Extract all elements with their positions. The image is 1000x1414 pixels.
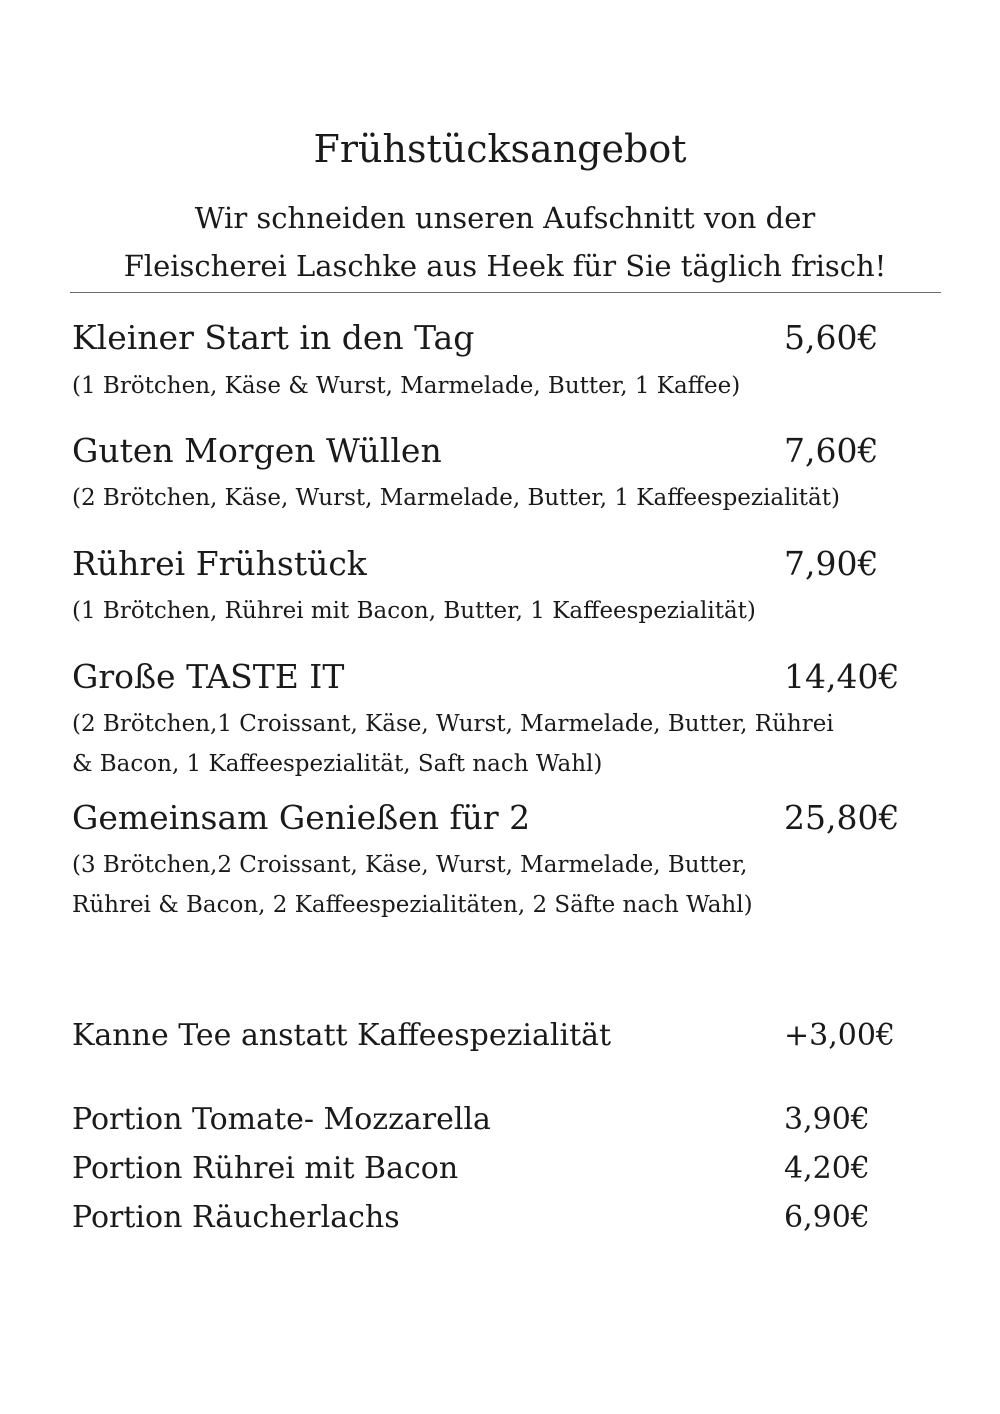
description-line: (1 Brötchen, Rührei mit Bacon, Butter, 1 Kaffeespezialität) <box>72 598 756 624</box>
menu-item-description <box>72 366 952 406</box>
description-line: (2 Brötchen, Käse, Wurst, Marmelade, Butter, 1 Kaffeespezialität) <box>72 485 840 511</box>
menu-item-description <box>72 704 952 784</box>
extra-item-price: 3,90€ <box>784 1102 870 1137</box>
menu-item-description <box>72 478 952 518</box>
extra-item-name: Portion Rührei mit Bacon <box>72 1151 459 1186</box>
description-line: & Bacon, 1 Kaffeespezialität, Saft nach Wahl) <box>72 751 603 777</box>
extra-item-price: +3,00€ <box>784 1018 896 1053</box>
description-line: Rührei & Bacon, 2 Kaffeespezialitäten, 2 Säfte nach Wahl) <box>72 892 753 918</box>
menu-item-name: Rührei Frühstück <box>72 544 367 583</box>
menu-item-price: 25,80€ <box>784 798 900 837</box>
menu-item-name: Kleiner Start in den Tag <box>72 318 475 357</box>
page-title: Frühstücksangebot <box>313 127 687 171</box>
extra-item-price: 6,90€ <box>784 1200 870 1235</box>
menu-item-name: Große TASTE IT <box>72 657 345 696</box>
page-subtitle <box>0 194 1000 290</box>
menu-item-price: 7,90€ <box>784 544 879 583</box>
menu-item-name: Gemeinsam Genießen für 2 <box>72 798 531 837</box>
description-line: (2 Brötchen,1 Croissant, Käse, Wurst, Marmelade, Butter, Rührei <box>72 711 834 737</box>
extra-item-name: Kanne Tee anstatt Kaffeespezialität <box>72 1018 612 1053</box>
description-line: (3 Brötchen,2 Croissant, Käse, Wurst, Marmelade, Butter, <box>72 852 748 878</box>
description-line: (1 Brötchen, Käse & Wurst, Marmelade, Butter, 1 Kaffee) <box>72 373 741 399</box>
menu-item-price: 14,40€ <box>784 657 900 696</box>
menu-item-description <box>72 845 952 925</box>
subtitle-line: Fleischerei Laschke aus Heek für Sie täglich frisch! <box>123 249 887 283</box>
extra-item-price: 4,20€ <box>784 1151 870 1186</box>
subtitle-line: Wir schneiden unseren Aufschnitt von der <box>194 201 816 235</box>
extra-item-name: Portion Tomate- Mozzarella <box>72 1102 491 1137</box>
header-divider <box>70 292 941 293</box>
menu-item-price: 5,60€ <box>784 318 879 357</box>
extra-item-name: Portion Räucherlachs <box>72 1200 400 1235</box>
menu-item-price: 7,60€ <box>784 431 879 470</box>
menu-item-name: Guten Morgen Wüllen <box>72 431 442 470</box>
menu-item-description <box>72 591 952 631</box>
